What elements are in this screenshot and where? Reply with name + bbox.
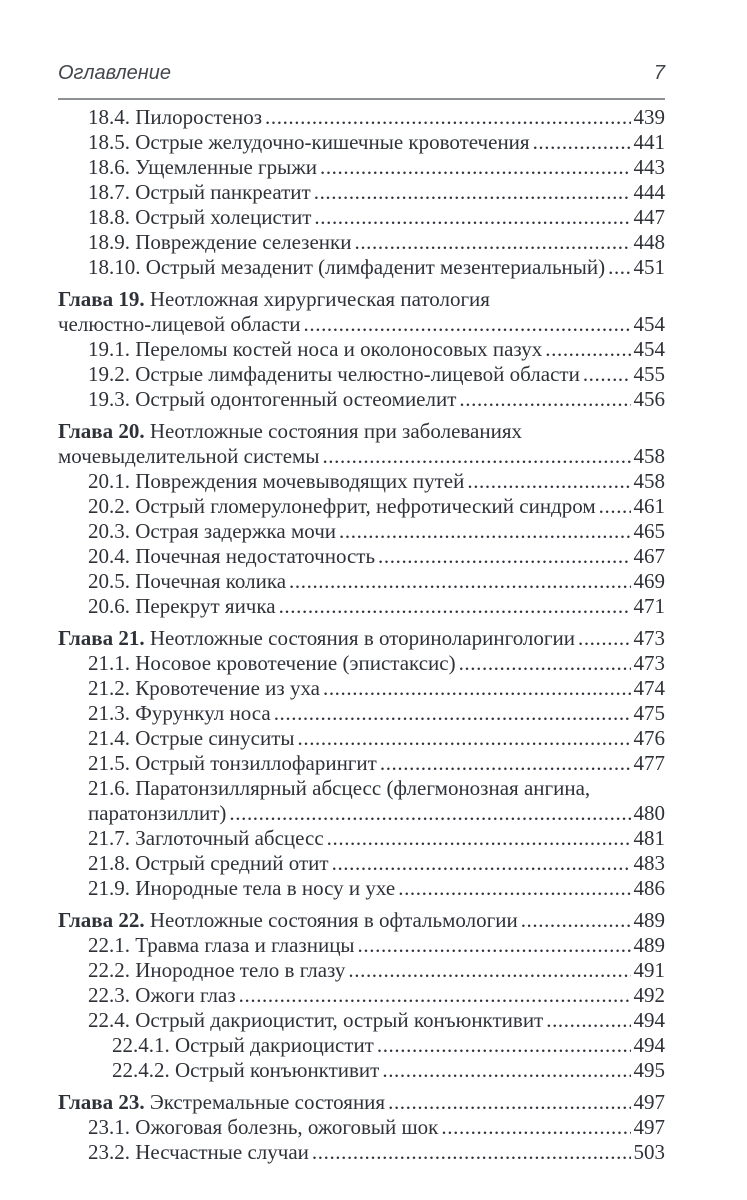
toc-section-row — [58, 544, 665, 569]
toc-page-number: 473 — [633, 626, 665, 650]
toc-entry-title: 20.1. Повреждения мочевыводящих путей — [88, 469, 465, 493]
dot-leader — [518, 908, 631, 933]
toc-section-row — [58, 1033, 665, 1058]
toc-page-number: 497 — [633, 1115, 665, 1139]
toc-section-row — [58, 255, 665, 280]
toc-page-number: 454 — [633, 312, 665, 336]
dot-leader — [236, 983, 631, 1008]
toc-section-row — [58, 826, 665, 851]
toc-entry-title: 20.3. Острая задержка мочи — [88, 519, 337, 543]
toc-entry-title: 23.2. Несчастные случаи — [88, 1140, 309, 1164]
toc-chapter-row — [58, 1090, 665, 1115]
running-head-title: Оглавление — [58, 62, 172, 84]
toc-page-number: 486 — [633, 876, 665, 900]
toc-entry-title: мочевыделительной системы — [58, 444, 320, 468]
toc-section-row — [58, 676, 665, 701]
toc-entry-title: 21.5. Острый тонзиллофарингит — [88, 751, 377, 775]
toc-entry-title: 22.3. Ожоги глаз — [88, 983, 236, 1007]
toc-entry-title: 19.1. Переломы костей носа и околоносовых пазух — [88, 337, 543, 361]
toc-page-number: 465 — [633, 519, 665, 543]
toc-page-number: 471 — [633, 594, 665, 618]
toc-section-row — [58, 851, 665, 876]
toc-page-number: 444 — [633, 180, 665, 204]
toc-section-row — [58, 469, 665, 494]
toc-entry-title: 18.5. Острые желудочно-кишечные кровотечения — [88, 130, 530, 154]
toc-page-number: 475 — [633, 701, 665, 725]
toc-entry-title: Глава 21. Неотложные состояния в оториноларингологии — [58, 626, 575, 650]
dot-leader — [542, 337, 630, 362]
toc-section-row — [58, 933, 665, 958]
dot-leader — [605, 255, 630, 280]
dot-leader — [395, 876, 630, 901]
dot-leader — [379, 1058, 630, 1083]
dot-leader — [575, 626, 631, 651]
dot-leader — [311, 180, 631, 205]
toc-page-number: 447 — [633, 205, 665, 229]
toc-section-row — [58, 751, 665, 776]
toc-page-number: 443 — [633, 155, 665, 179]
toc-entry-title: 22.4. Острый дакриоцистит, острый конъюнктивит — [88, 1008, 544, 1032]
dot-leader — [329, 851, 631, 876]
toc-section-row — [58, 1008, 665, 1033]
dot-leader — [319, 444, 630, 469]
toc-page-number: 454 — [633, 337, 665, 361]
toc-chapter-row — [58, 419, 665, 444]
toc-section-row — [58, 362, 665, 387]
toc-entry-title: 21.1. Носовое кровотечение (эпистаксис) — [88, 651, 456, 675]
toc-page-number: 441 — [633, 130, 665, 154]
toc-chapter-row — [58, 908, 665, 933]
toc-chapter-label: Глава 20. — [58, 419, 145, 443]
toc-section-row — [58, 519, 665, 544]
toc-page-number: 480 — [633, 801, 665, 825]
toc-entry-title: 21.9. Инородные тела в носу и ухе — [88, 876, 396, 900]
toc-section-row — [58, 1115, 665, 1140]
dot-leader — [262, 105, 630, 130]
toc-entry-title: 18.6. Ущемленные грыжи — [88, 155, 317, 179]
toc-chapter-row — [58, 287, 665, 312]
toc-chapter-label: Глава 22. — [58, 908, 145, 932]
toc-entry-title: 21.8. Острый средний отит — [88, 851, 329, 875]
running-head-page-number: 7 — [653, 62, 665, 84]
dot-leader — [345, 958, 630, 983]
toc-section-row — [58, 876, 665, 901]
toc-section-row — [58, 958, 665, 983]
toc-section-row — [58, 701, 665, 726]
dot-leader — [438, 1115, 630, 1140]
toc-entry-title: Глава 23. Экстремальные состояния — [58, 1090, 386, 1114]
toc-entry-title: 19.3. Острый одонтогенный остеомиелит — [88, 387, 457, 411]
toc-page-number: 481 — [633, 826, 665, 850]
toc-page-number: 489 — [633, 908, 665, 932]
toc-section-row — [58, 801, 665, 826]
toc-page-number: 476 — [633, 726, 665, 750]
toc-page-number: 458 — [633, 444, 665, 468]
dot-leader — [377, 751, 631, 776]
toc-entry-title: 20.4. Почечная недостаточность — [88, 544, 376, 568]
toc-section-row — [58, 337, 665, 362]
dot-leader — [301, 312, 631, 337]
toc-chapter-label: Глава 23. — [58, 1090, 145, 1114]
dot-leader — [309, 1140, 631, 1165]
toc-section-row — [58, 230, 665, 255]
toc-entry-title: 23.1. Ожоговая болезнь, ожоговый шок — [88, 1115, 439, 1139]
dot-leader — [324, 826, 631, 851]
toc-entry-title: паратонзиллит) — [88, 801, 227, 825]
toc-entry-title: 20.6. Перекрут яичка — [88, 594, 276, 618]
toc-entry-title: Глава 22. Неотложные состояния в офтальмологии — [58, 908, 518, 932]
toc-section-row — [58, 1140, 665, 1165]
dot-leader — [286, 569, 630, 594]
toc-entry-title: 21.2. Кровотечение из уха — [88, 676, 320, 700]
dot-leader — [385, 1090, 630, 1115]
toc-section-row — [58, 983, 665, 1008]
toc-entry-title: Глава 19. Неотложная хирургическая патология — [58, 287, 490, 311]
dot-leader — [295, 726, 631, 751]
toc-page-number: 455 — [633, 362, 665, 386]
toc-section-row — [58, 726, 665, 751]
toc-section-row — [58, 651, 665, 676]
toc-chapter-label: Глава 19. — [58, 287, 145, 311]
dot-leader — [580, 362, 631, 387]
toc-entry-title: 18.8. Острый холецистит — [88, 205, 312, 229]
toc-entry-title: 21.4. Острые синуситы — [88, 726, 295, 750]
toc-entry-title: 21.3. Фурункул носа — [88, 701, 271, 725]
toc-entry-title: 20.5. Почечная колика — [88, 569, 287, 593]
toc-chapter-row — [58, 312, 665, 337]
toc-chapter-row — [58, 444, 665, 469]
toc-page-number: 503 — [633, 1140, 665, 1164]
toc-page-number: 473 — [633, 651, 665, 675]
toc-page-number: 451 — [633, 255, 665, 279]
toc-section-row — [58, 130, 665, 155]
toc-entry-title: челюстно-лицевой области — [58, 312, 301, 336]
dot-leader — [596, 494, 631, 519]
toc-section-row — [58, 776, 665, 801]
toc-page-number: 461 — [633, 494, 665, 518]
toc-page-number: 492 — [633, 983, 665, 1007]
toc-chapter-row — [58, 626, 665, 651]
toc-entry-title: Глава 20. Неотложные состояния при заболеваниях — [58, 419, 522, 443]
toc-page-number: 483 — [633, 851, 665, 875]
toc-page-number: 494 — [633, 1033, 665, 1057]
toc-page-number: 489 — [633, 933, 665, 957]
toc-section-row — [58, 569, 665, 594]
dot-leader — [336, 519, 630, 544]
toc-entry-title: 20.2. Острый гломерулонефрит, нефротический синдром — [88, 494, 596, 518]
dot-leader — [271, 701, 631, 726]
toc-page-number: 448 — [633, 230, 665, 254]
toc-page-number: 469 — [633, 569, 665, 593]
toc-entry-title: 21.7. Заглоточный абсцесс — [88, 826, 324, 850]
toc-entry-title: 22.4.2. Острый конъюнктивит — [112, 1058, 380, 1082]
dot-leader — [276, 594, 631, 619]
toc-entry-title: 18.7. Острый панкреатит — [88, 180, 311, 204]
dot-leader — [464, 469, 630, 494]
dot-leader — [320, 676, 631, 701]
toc-entry-title: 21.6. Паратонзиллярный абсцесс (флегмонозная ангина, — [88, 776, 591, 800]
dot-leader — [374, 1033, 631, 1058]
running-head — [58, 62, 665, 100]
toc-page-number: 456 — [633, 387, 665, 411]
dot-leader — [543, 1008, 630, 1033]
dot-leader — [317, 155, 631, 180]
dot-leader — [530, 130, 631, 155]
toc-section-row — [58, 594, 665, 619]
toc-page-number: 439 — [633, 105, 665, 129]
toc-section-row — [58, 1058, 665, 1083]
toc-page-number: 477 — [633, 751, 665, 775]
toc-section-row — [58, 155, 665, 180]
dot-leader — [351, 230, 630, 255]
toc-section-row — [58, 105, 665, 130]
toc-entry-title: 22.4.1. Острый дакриоцистит — [112, 1033, 374, 1057]
toc-list — [58, 105, 665, 1165]
toc-page-number: 491 — [633, 958, 665, 982]
toc-entry-title: 18.9. Повреждение селезенки — [88, 230, 352, 254]
dot-leader — [456, 387, 630, 412]
dot-leader — [456, 651, 631, 676]
toc-section-row — [58, 494, 665, 519]
toc-section-row — [58, 180, 665, 205]
toc-entry-title: 19.2. Острые лимфадениты челюстно-лицевой области — [88, 362, 580, 386]
toc-section-row — [58, 387, 665, 412]
toc-entry-title: 18.4. Пилоростеноз — [88, 105, 263, 129]
toc-page-number: 497 — [633, 1090, 665, 1114]
toc-entry-title: 18.10. Острый мезаденит (лимфаденит мезентериальный) — [88, 255, 606, 279]
toc-page-number: 458 — [633, 469, 665, 493]
toc-section-row — [58, 205, 665, 230]
toc-page-number: 474 — [633, 676, 665, 700]
toc-entry-title: 22.1. Травма глаза и глазницы — [88, 933, 355, 957]
toc-page-number: 495 — [633, 1058, 665, 1082]
toc-page-number: 467 — [633, 544, 665, 568]
dot-leader — [226, 801, 630, 826]
toc-entry-title: 22.2. Инородное тело в глазу — [88, 958, 346, 982]
dot-leader — [355, 933, 631, 958]
dot-leader — [311, 205, 630, 230]
toc-chapter-label: Глава 21. — [58, 626, 145, 650]
dot-leader — [375, 544, 630, 569]
toc-page-number: 494 — [633, 1008, 665, 1032]
